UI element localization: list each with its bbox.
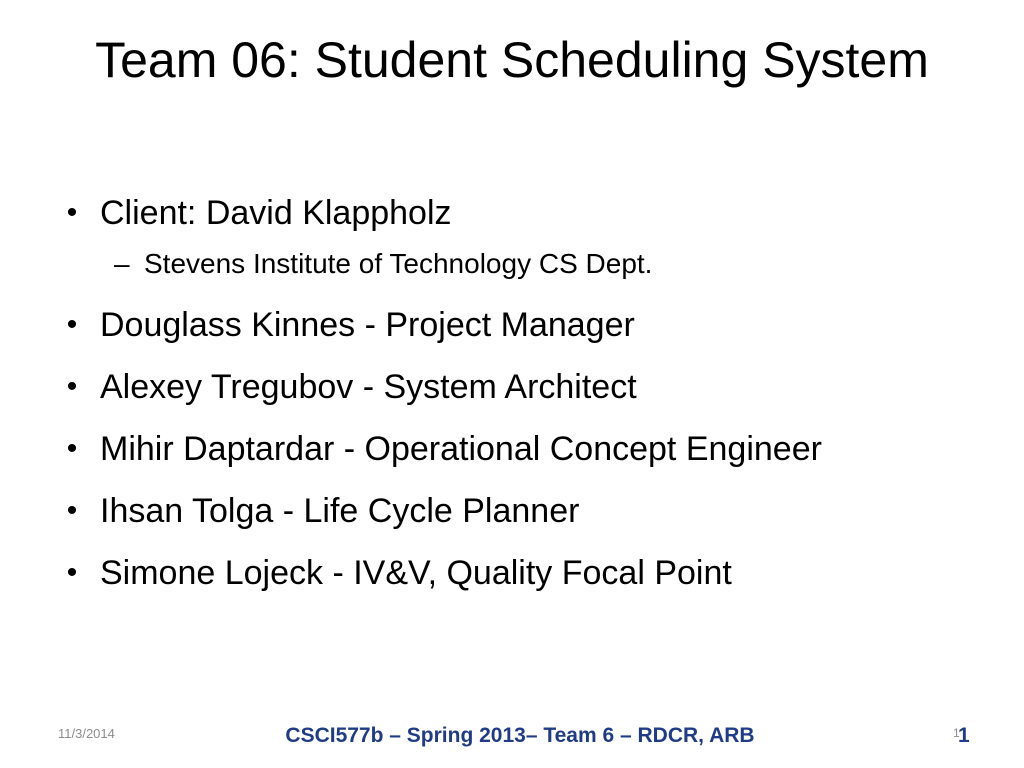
bullet-item-client <box>60 190 960 236</box>
sub-bullet-item-affiliation <box>60 246 960 282</box>
bullet-text: Ihsan Tolga - Life Cycle Planner <box>100 492 580 530</box>
bullet-list <box>60 190 960 612</box>
bullet-icon: • <box>66 494 78 527</box>
sub-bullet-text: Stevens Institute of Technology CS Dept. <box>144 248 653 279</box>
bullet-text: Alexey Tregubov - System Architect <box>100 368 637 406</box>
footer-date: 11/3/2014 <box>58 726 115 741</box>
bullet-icon: • <box>66 308 78 341</box>
footer-page-number-small: 1 <box>953 726 960 740</box>
bullet-item-life-cycle-planner <box>60 488 960 534</box>
footer-page-number: 1 <box>958 724 970 747</box>
dash-icon: – <box>114 248 130 279</box>
bullet-text: Douglass Kinnes - Project Manager <box>100 306 635 344</box>
bullet-icon: • <box>66 196 78 229</box>
bullet-icon: • <box>66 556 78 589</box>
bullet-item-operational-concept-engineer <box>60 426 960 472</box>
slide-title: Team 06: Student Scheduling System <box>95 32 929 88</box>
bullet-text: Mihir Daptardar - Operational Concept Engineer <box>100 430 822 468</box>
bullet-item-ivv <box>60 550 960 596</box>
bullet-text: Client: David Klappholz <box>100 194 452 232</box>
bullet-icon: • <box>66 432 78 465</box>
bullet-item-system-architect <box>60 364 960 410</box>
bullet-icon: • <box>66 370 78 403</box>
bullet-item-project-manager <box>60 302 960 348</box>
footer-course-label: CSCI577b – Spring 2013– Team 6 – RDCR, ARB <box>285 724 755 747</box>
bullet-text: Simone Lojeck - IV&V, Quality Focal Point <box>100 554 732 592</box>
